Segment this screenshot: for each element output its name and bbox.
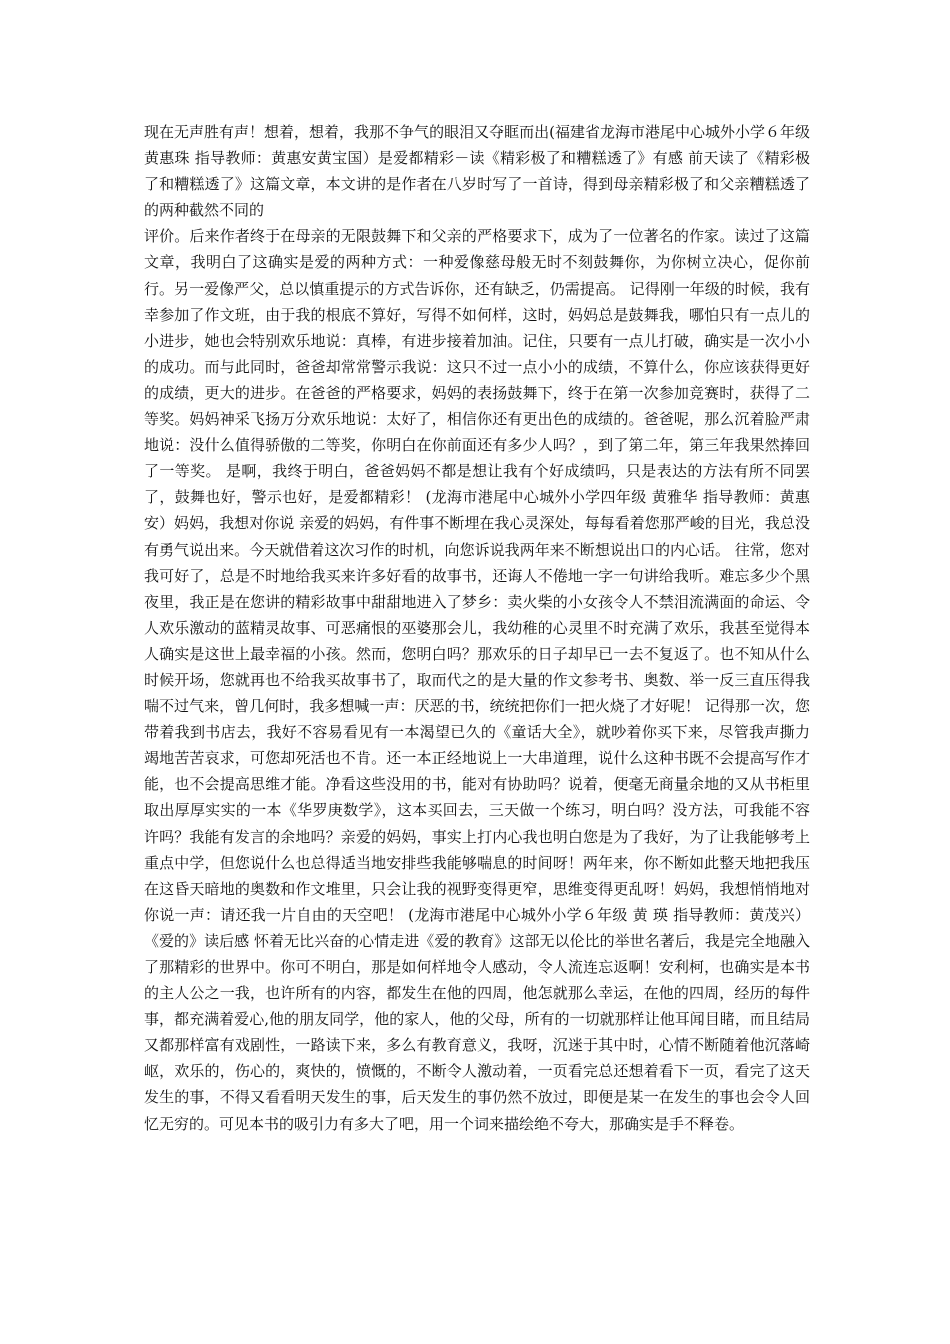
paragraph-intro: 现在无声胜有声！想着，想着，我那不争气的眼泪又夺眶而出(福建省龙海市港尾中心城外小学６年级 黄惠珠 指导教师：黄惠安黄宝国）是爱都精彩－读《精彩极了和糟糕透了》有感 前天读了《精彩极了和糟糕透了》这篇文章，本文讲的是作者在八岁时写了一首诗，得到母亲精彩极了和父亲糟糕透了的两种截然不同的	[144, 123, 810, 220]
document-body	[144, 119, 810, 1137]
paragraph-main: 评价。后来作者终于在母亲的无限鼓舞下和父亲的严格要求下，成为了一位著名的作家。读过了这篇文章，我明白了这确实是爱的两种方式：一种爱像慈母般无时不刻鼓舞你，为你树立决心，促你前行。另一爱像严父，总以慎重提示的方式告诉你，还有缺乏，仍需提高。 记得刚一年级的时候，我有幸参加了作文班，由于我的根底不算好，写得不如何样，这时，妈妈总是鼓舞我，哪怕只有一点儿的小进步，她也会特别欢乐地说：真棒，有进步接着加油。记住，只要有一点儿打破，确实是一次小小的成功。而与此同时，爸爸却常常警示我说：这只不过一点小小的成绩，不算什么，你应该获得更好的成绩，更大的进步。在爸爸的严格要求，妈妈的表扬鼓舞下，终于在第一次参加竞赛时，获得了二等奖。妈妈神采飞扬万分欢乐地说：太好了，相信你还有更出色的成绩的。爸爸呢，那么沉着脸严肃地说：没什么值得骄傲的二等奖，你明白在你前面还有多少人吗？，到了第二年，第三年我果然捧回了一等奖。 是啊，我终于明白，爸爸妈妈不都是想让我有个好成绩吗，只是表达的方法有所不同罢了，鼓舞也好，警示也好，是爱都精彩！ (龙海市港尾中心城外小学四年级 黄雅华 指导教师：黄惠安）妈妈，我想对你说 亲爱的妈妈，有件事不断埋在我心灵深处，每每看着您那严峻的目光，我总没有勇气说出来。今天就借着这次习作的时机，向您诉说我两年来不断想说出口的内心话。 往常，您对我可好了，总是不时地给我买来许多好看的故事书，还诲人不倦地一字一句讲给我听。难忘多少个黑夜里，我正是在您讲的精彩故事中甜甜地进入了梦乡：卖火柴的小女孩令人不禁泪流满面的命运、令人欢乐激动的蓝精灵故事、可恶痛恨的巫婆那会儿，我幼稚的心灵里不时充满了欢乐，我甚至觉得本人确实是这世上最幸福的小孩。然而，您明白吗？那欢乐的日子却早已一去不复返了。也不知从什么时候开场，您就再也不给我买故事书了，取而代之的是大量的作文参考书、奥数、举一反三直压得我喘不过气来，曾几何时，我多想喊一声：厌恶的书，统统把你们一把火烧了才好呢！ 记得那一次，您带着我到书店去，我好不容易看见有一本渴望已久的《童话大全》，就吵着你买下来，尽管我声撕力竭地苦苦哀求，可您却死活也不肯。还一本正经地说上一大串道理，说什么这种书既不会提高写作才能，也不会提高思维才能。净看这些没用的书，能对有协助吗？说着，便毫无商量余地的又从书柜里取出厚厚实实的一本《华罗庚数学》，这本买回去，三天做一个练习，明白吗？没方法，可我能不容许吗？我能有发言的余地吗？亲爱的妈妈，事实上打内心我也明白您是为了我好，为了让我能够考上重点中学，但您说什么也总得适当地安排些我能够喘息的时间呀！两年来，你不断如此整天地把我压在这昏天暗地的奥数和作文堆里，只会让我的视野变得更窄，思维变得更乱呀！妈妈，我想悄悄地对你说一声：请还我一片自由的天空吧！ (龙海市港尾中心城外小学６年级 黄 瑛 指导教师：黄茂兴）《爱的》读后感 怀着无比兴奋的心情走进《爱的教育》这部无以伦比的举世名著后，我是完全地融入了那精彩的世界中。你可不明白，那是如何样地令人感动，令人流连忘返啊！安利柯，也确实是本书的主人公之一我，也许所有的内容，都发生在他的四周，他怎就那么幸运，在他的四周，经历的每件事，都充满着爱心,他的朋友同学，他的家人，他的父母，所有的一切就那样让他耳闻目睹，而且结局又都那样富有戏剧性，一路读下来，多么有教育意义，我呀，沉迷于其中时，心情不断随着他沉落崎岖，欢乐的，伤心的，爽快的，愤慨的，不断令人激动着，一页看完总还想着看下一页，看完了这天发生的事，不得又看看明天发生的事，后天发生的事仍然不放过，即便是某一在发生的事也会令人回忆无穷的。可见本书的吸引力有多大了吧，用一个词来描绘绝不夸大，那确实是手不释卷。	[144, 227, 810, 1133]
